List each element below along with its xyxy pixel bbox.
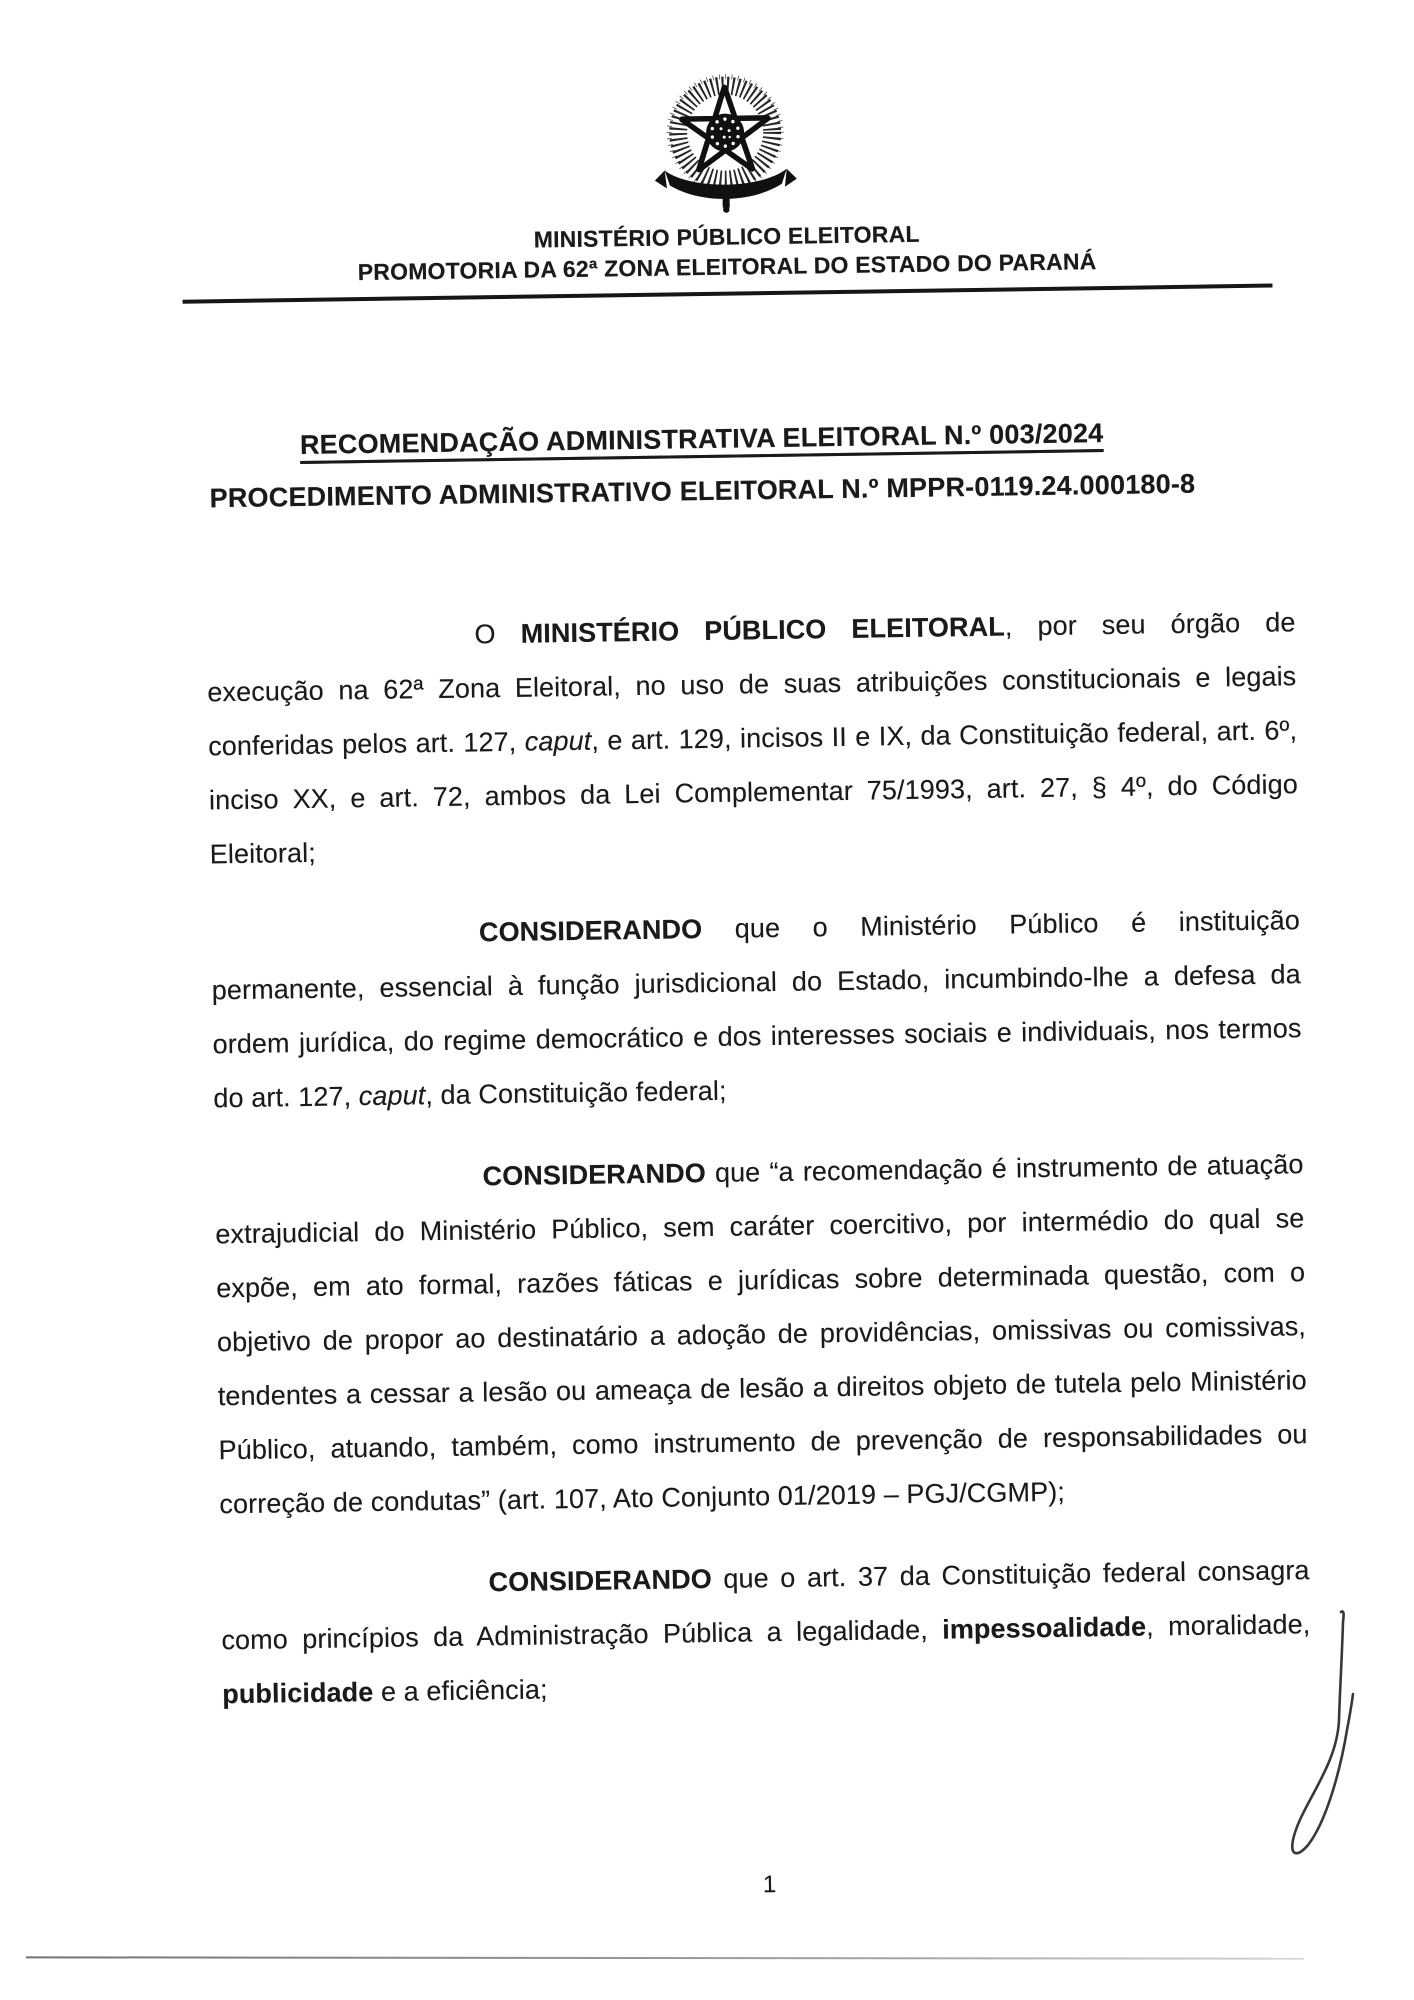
body-paragraph: [214, 1137, 1308, 1531]
text-segment: MINISTÉRIO PÚBLICO ELEITORAL: [520, 611, 1006, 649]
text-segment: que o Ministério Público é instituição permanente, essencial à função jurisdicional do Estado, incumbindo-lhe a defesa da ordem jurídica, do regime democrático e dos interesses sociais e individuais, nos termos do art. 127,: [211, 905, 1302, 1114]
body-paragraph: [220, 1543, 1311, 1721]
text-segment: CONSIDERANDO: [482, 1158, 707, 1192]
document-body: [206, 595, 1312, 1749]
text-segment: caput: [524, 725, 592, 757]
text-segment: , por seu órgão de execução na 62ª Zona Eleitoral, no uso de suas atribuições constitucionais e legais conferidas pelos art. 127,: [207, 607, 1297, 762]
text-segment: O: [474, 618, 521, 650]
text-segment: que o art. 37 da Constituição federal consagra como princípios da Administração Pública a legalidade,: [221, 1555, 1310, 1656]
text-segment: e a eficiência;: [373, 1674, 548, 1708]
text-segment: , e art. 129, incisos II e IX, da Constituição federal, art. 6º, inciso XX, e art. 72, ambos da Lei Complementar 75/1993, art. 27, § 4º, do Código Eleitoral;: [208, 715, 1299, 870]
text-segment: que “a recomendação é instrumento de atuação extrajudicial do Ministério Público, sem caráter coercitivo, por intermédio do qual se expõe, em ato formal, razões fáticas e jurídicas sobre determinada questão, com o objetivo de propor ao destinatário a adoção de providências, omissivas ou comissivas, tendentes a cessar a lesão ou ameaça de lesão a direitos objeto de tutela pelo Ministério Público, atuando, também, como instrumento de prevenção de responsabilidades ou correção de condutas” (art. 107, Ato Conjunto 01/2019 – PGJ/CGMP);: [215, 1149, 1308, 1520]
text-segment: CONSIDERANDO: [488, 1563, 713, 1598]
document-title: RECOMENDAÇÃO ADMINISTRATIVA ELEITORAL N.º 003/2024: [299, 418, 1104, 460]
org-name-line2: PROMOTORIA DA 62ª ZONA ELEITORAL DO ESTADO DO PARANÁ: [357, 248, 1097, 286]
page-number: 1: [762, 1871, 777, 1899]
body-paragraph: [206, 595, 1299, 881]
text-segment: , moralidade,: [1145, 1609, 1311, 1642]
text-segment: publicidade: [222, 1677, 374, 1710]
org-name-line1: MINISTÉRIO PÚBLICO ELEITORAL: [533, 220, 920, 253]
body-paragraph: [211, 893, 1303, 1125]
footer: [225, 1863, 1314, 1907]
procedure-number: PROCEDIMENTO ADMINISTRATIVO ELEITORAL N.º MPPR-0119.24.000180-8: [209, 468, 1196, 514]
document-header: [179, 50, 1272, 304]
brazil-coat-of-arms-icon: [649, 57, 801, 217]
text-segment: , da Constituição federal;: [425, 1075, 727, 1111]
title-block: [152, 416, 1253, 514]
text-segment: CONSIDERANDO: [478, 914, 703, 948]
text-segment: impessoalidade: [941, 1611, 1147, 1645]
text-segment: caput: [358, 1080, 426, 1112]
